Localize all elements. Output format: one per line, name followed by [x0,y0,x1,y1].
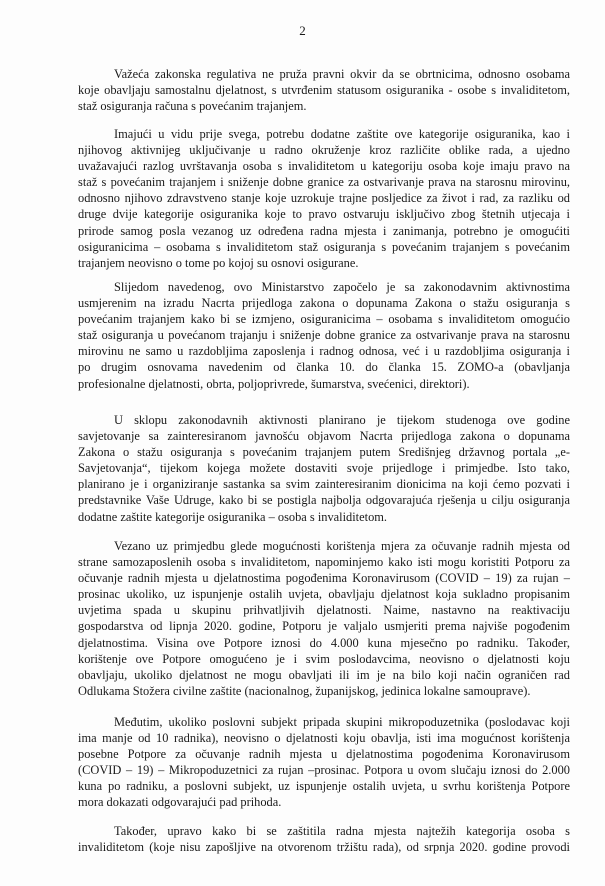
page-number: 2 [299,23,306,38]
paragraph [78,66,570,114]
paragraph-line: trajanjem neovisno o tome po kojoj su osnovi osigurane. [78,255,359,270]
paragraph [78,714,570,811]
paragraph-line: Vezano uz primjedbu glede mogućnosti korištenja mjera za očuvanje radnih mjesta od [114,539,570,553]
paragraph [78,126,570,271]
paragraph-line: Također, upravo kako bi se zaštitila radna mjesta najtežih kategorija osoba s [114,824,570,838]
paragraph-line: koje obavljaju samostalnu djelatnost, s utvrđenim statusom osiguranika - osobe s invaliditetom, [78,83,570,98]
paragraph-line: dodatne zaštite kategorije osiguranika – osoba s invaliditetom. [78,509,387,524]
paragraph-line: gospodarstva od lipnja 2020. godine, Potporu je valjalo usmjeriti prema najviše pogođenim [78,619,570,634]
paragraph-line: Međutim, ukoliko poslovni subjekt pripada skupini mikropoduzetnika (poslodavac koji [114,715,570,729]
paragraph-line: obavljaju, ukoliko djelatnost ne mogu obavljati ili im je na bilo koji način ograničen rad [78,667,570,682]
paragraph-line: osiguranicima – osobama s invaliditetom staž osiguranja s povećanim trajanjem s povećanim [78,239,570,254]
paragraph-line: očuvanje radnih mjesta u djelatnostima pogođenima Koronavirusom (COVID – 19) za rujan – [78,571,570,586]
paragraph-line: prirode samog posla vezanog uz određena radna mjesta i zanimanja, potrebno je omogućiti [78,223,570,238]
paragraph-line: invaliditetom (koje nisu zapošljive na otvorenom tržištu rada), od srpnja 2020. godine provodi [78,840,570,855]
paragraph [78,279,570,392]
paragraph-line: staž osiguranja računa s povećanim trajanjem. [78,99,307,114]
paragraph-line: druge dvije kategorije osiguranika koje to pravo ostvaruju isključivo zbog štetnih utjecaja i [78,207,570,222]
paragraph [78,412,570,525]
paragraph-line: Zakona o stažu osiguranja s povećanim trajanjem putem Središnjeg državnog portala „e- [78,445,570,460]
paragraph-line: staž osiguranja u povećanom trajanju i sniženje dobne granice za ostvarivanje prava na starosnu [78,328,570,343]
paragraph-line: prosinac ukoliko, uz ispunjenje ostalih uvjeta, obavljaju djelatnost koja sukladno propisanim [78,587,570,602]
paragraph-line: po drugim osnovama navedenim od članka 10. do članka 15. ZOMO-a (obavljanja [78,360,570,375]
paragraph-line: posebne Potpore za očuvanje radnih mjesta u djelatnostima pogođenima Koronavirusom [78,747,570,762]
paragraph-line: korištenje ove Potpore omogućeno je i svim poslodavcima, neovisno o djelatnosti koju [78,651,570,666]
paragraph-line: predstavnike Vaše Udruge, kako bi se postigla najbolja odgovarajuća rješenja u cilju osiguranja [78,493,570,508]
paragraph-line: odnosno njihovo zdravstveno stanje koje uzrokuje trajne posljedice za život i rad, za razliku od [78,191,570,206]
paragraph-line: mirovinu ne samo u razdobljima zaposlenja i radnog odnosa, već i u razdobljima osiguranja i [78,344,570,359]
paragraph-line: uvažavajući razlog uvrštavanja osoba s invaliditetom u kategoriju osoba koje imaju pravo na [78,159,570,174]
paragraph-line: Imajući u vidu prije svega, potrebu dodatne zaštite ove kategorije osiguranika, kao i [114,127,570,141]
paragraph-line: planirano je i organiziranje sastanka sa svim zainteresiranim dionicima na koji ćemo pozvati i [78,477,570,492]
paragraph-line: Savjetovanja“, tijekom kojega možete dostaviti svoje prijedloge i primjedbe. Isto tako, [78,461,570,476]
paragraph-line: mora dokazati odgovarajući pad prihoda. [78,795,282,810]
paragraph-line: povećanim trajanjem kako bi se izmjeno, osiguranicima – osobama s invaliditetom omogućio [78,312,570,327]
paragraph-line: U sklopu zakonodavnih aktivnosti planirano je tijekom studenoga ove godine [114,413,570,427]
paragraph-line: kuna po radniku, a poslovni subjekt, uz ispunjenje ostalih uvjeta, u svrhu korištenja Potpore [78,779,570,794]
paragraph-line: njihovog aktivnijeg uključivanje u radno okruženje kroz različite oblike rada, a ujedno [78,143,570,158]
paragraph-line: uvjetima spada u skupinu prihvatljivih djelatnosti. Naime, nastavno na reaktivaciju [78,603,570,618]
paragraph-line: Odlukama Stožera civilne zaštite (nacionalnog, županijskog, jedinica lokalne samouprave). [78,683,531,698]
paragraph-line: usmjerenim na izradu Nacrta prijedloga zakona o dopunama Zakona o stažu osiguranja s [78,296,570,311]
paragraph [78,538,570,699]
paragraph-line: strane samozaposlenih osoba s invaliditetom, napominjemo kako isti mogu koristiti Potporu za [78,555,570,570]
paragraph-line: staž s povećanim trajanjem i sniženje dobne granice za ostvarivanje prava na starosnu mirovinu, [78,175,570,190]
paragraph-line: profesionalne djelatnosti, obrta, poljoprivrede, šumarstva, svećenici, direktori). [78,376,470,391]
paragraph-line: Slijedom navedenog, ovo Ministarstvo započelo je sa zakonodavnim aktivnostima [114,280,570,294]
paragraph-line: savjetovanje sa zainteresiranom javnošću objavom Nacrta prijedloga zakona o dopunama [78,429,570,444]
paragraph-line: djelatnostima. Visina ove Potpore iznosi do 4.000 kuna mjesečno po radniku. Također, [78,635,570,650]
paragraph [78,823,570,855]
paragraph-line: ima manje od 10 radnika), neovisno o djelatnosti koju obavlja, isti ima mogućnost korištenja [78,731,570,746]
paragraph-line: Važeća zakonska regulativa ne pruža pravni okvir da se obrtnicima, odnosno osobama [114,67,570,81]
paragraph-line: (COVID – 19) – Mikropoduzetnici za rujan –prosinac. Potpora u ovom slučaju iznosi do 2.000 [78,763,570,778]
